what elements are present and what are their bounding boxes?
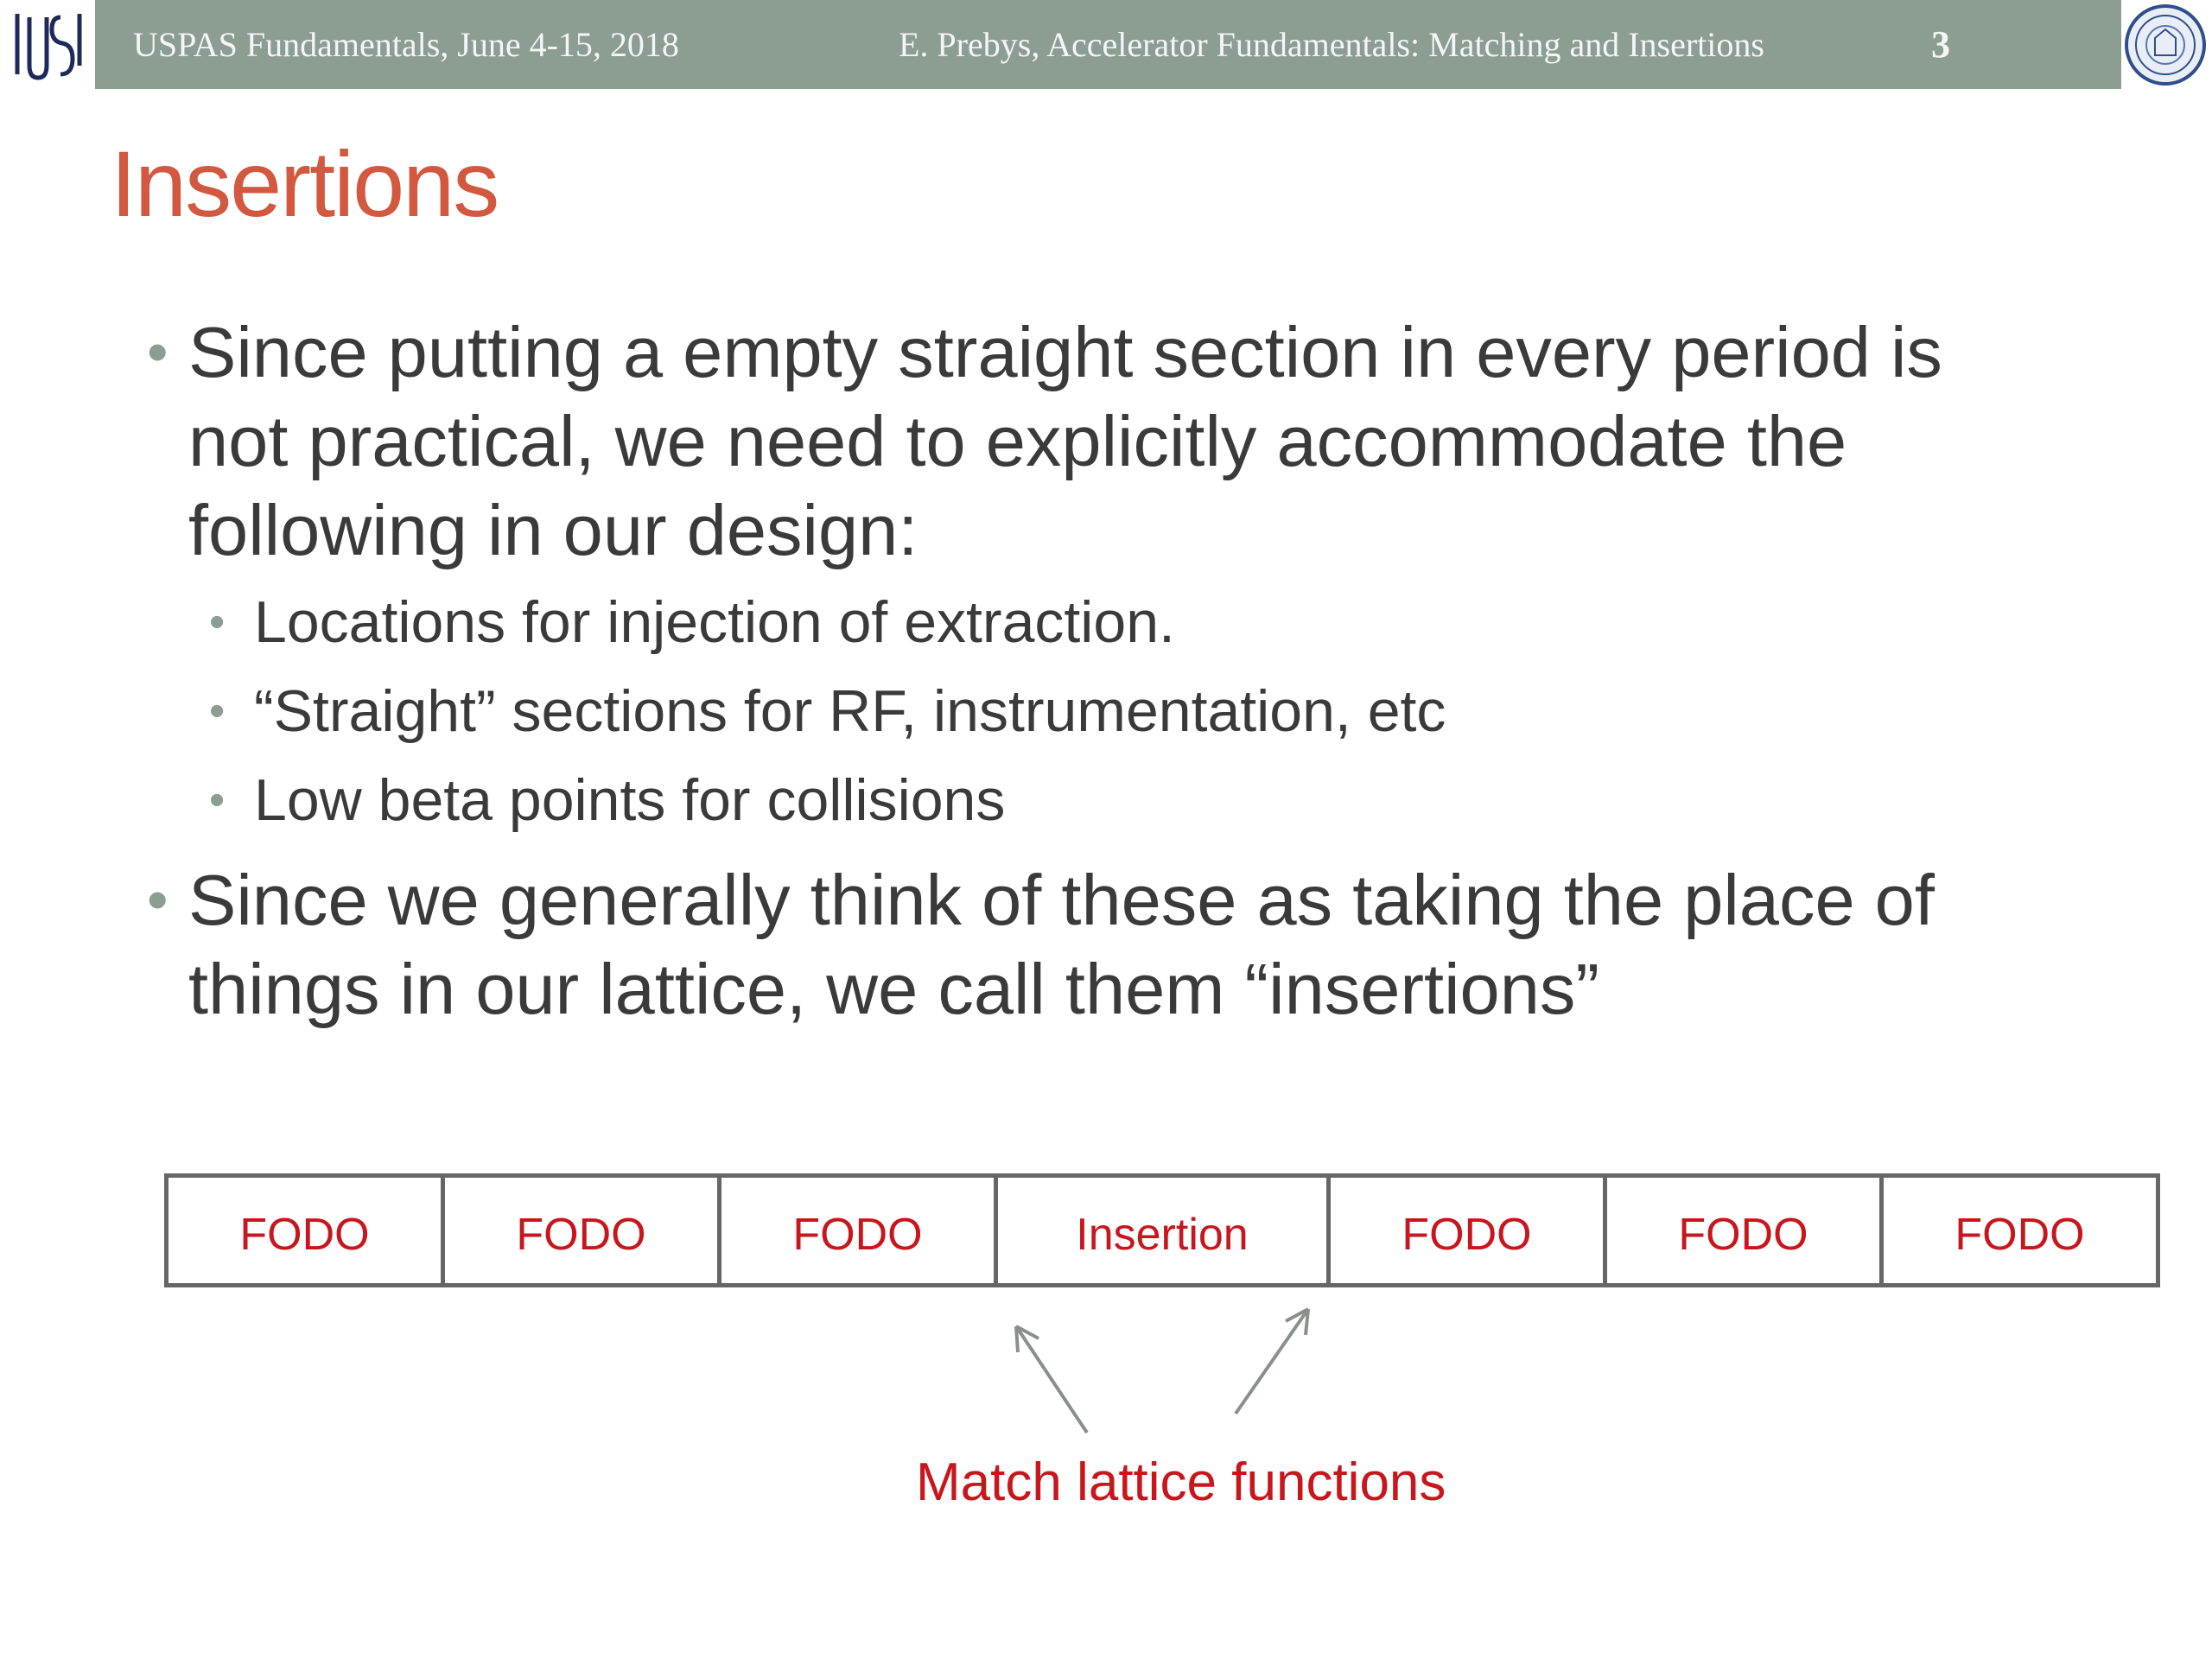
match-lattice-label: Match lattice functions xyxy=(916,1452,1446,1512)
lattice-cell-insertion xyxy=(998,1178,1331,1283)
sub-bullet-3 xyxy=(209,766,1006,835)
bullet-2-line-2: things in our lattice, we call them “insertions” xyxy=(188,949,1600,1029)
page-number: 3 xyxy=(1931,23,1950,66)
cell-label: FODO xyxy=(1678,1210,1808,1260)
cell-label: Insertion xyxy=(1076,1210,1249,1260)
cell-label: FODO xyxy=(1402,1210,1532,1260)
bullet-1-line-2: not practical, we need to explicitly accommodate the xyxy=(188,401,1847,481)
bullet-text: Since putting a empty straight section in every period is xyxy=(188,312,1942,392)
lattice-cell xyxy=(445,1178,721,1283)
bullet-dot: • xyxy=(147,866,168,933)
lattice-cell xyxy=(1331,1178,1607,1283)
sub-bullet-text: Locations for injection of extraction. xyxy=(254,589,1175,655)
lattice-cell xyxy=(1884,1178,2156,1283)
lattice-cell xyxy=(168,1178,445,1283)
cell-label: FODO xyxy=(1955,1210,2085,1260)
cell-label: FODO xyxy=(516,1210,646,1260)
university-seal-logo xyxy=(2124,3,2207,86)
header-bar xyxy=(95,0,2121,89)
bullet-1-line-3: following in our design: xyxy=(188,490,918,570)
bullet-dot: • xyxy=(209,597,226,647)
sub-bullet-text: “Straight” sections for RF, instrumentation, etc xyxy=(254,678,1446,744)
sub-bullet-2 xyxy=(209,677,1446,746)
slide-title: Insertions xyxy=(111,131,499,236)
bullet-dot: • xyxy=(209,775,226,825)
cell-label: FODO xyxy=(792,1210,923,1260)
lattice-cell xyxy=(1607,1178,1884,1283)
bullet-1-line-1 xyxy=(147,308,1942,397)
bullet-text: Since we generally think of these as taking the place of xyxy=(188,860,1935,940)
lecture-info: E. Prebys, Accelerator Fundamentals: Matching and Insertions xyxy=(899,25,1764,64)
bullet-dot: • xyxy=(147,318,168,385)
lattice-cell xyxy=(721,1178,998,1283)
sub-bullet-1 xyxy=(209,588,1175,657)
sub-bullet-text: Low beta points for collisions xyxy=(254,767,1006,833)
uspas-logo xyxy=(10,5,86,85)
course-info: USPAS Fundamentals, June 4-15, 2018 xyxy=(133,25,679,64)
cell-label: FODO xyxy=(239,1210,370,1260)
bullet-2-line-1 xyxy=(147,855,1935,944)
lattice-diagram xyxy=(164,1173,2160,1287)
bullet-dot: • xyxy=(209,686,226,736)
